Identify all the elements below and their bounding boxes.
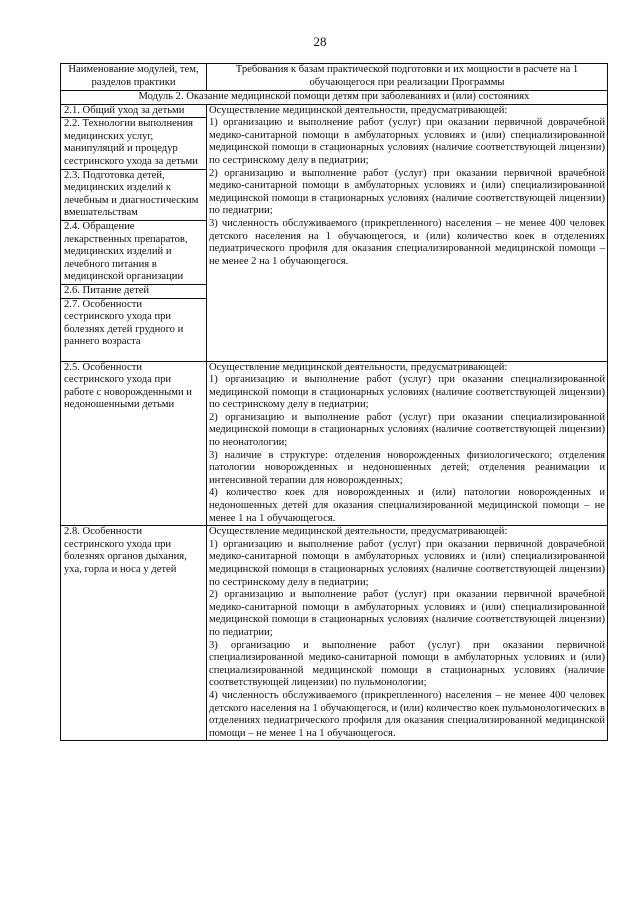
topics-cell (61, 526, 207, 741)
topic-2-5: 2.5. Особенности сестринского ухода при работе с новорожденными и недоношенными детьми (64, 361, 192, 411)
requirement-intro: Осуществление медицинской деятельности, предусматривающей: (209, 361, 508, 373)
topics-cell (61, 104, 207, 361)
header-modules: Наименование модулей, тем, разделов практики (61, 64, 207, 91)
topic-2-7: 2.7. Особенности сестринского ухода при болезнях детей грудного и раннего возраста (64, 298, 184, 348)
topic-2-1: 2.1. Общий уход за детьми (61, 105, 206, 119)
topic-2-8: 2.8. Особенности сестринского ухода при болезнях органов дыхания, уха, горла и носа у детей (64, 526, 187, 575)
requirement-item: 2) организацию и выполнение работ (услуг) при оказании первичной врачебной медико-санитарной помощи в амбулаторных условиях и (или) специализированной медицинской помощи в стационарных условиях (наличие соответствующей лицензии) по педиатрии; (209, 589, 605, 638)
requirements-table (60, 63, 608, 741)
requirements-cell (207, 526, 608, 741)
requirement-item: 1) организацию и выполнение работ (услуг) при оказании первичной доврачебной медико-санитарной помощи в амбулаторных условиях и (или) специализированной медицинской помощи в стационарных условиях (наличие соответствующей лицензии) по сестринскому делу в педиатрии; (209, 538, 605, 588)
requirement-item: 4) количество коек для новорожденных и (или) патологии новорожденных и недоношенных детей для оказания специализированной медицинской помощи – не менее 1 на 1 обучающегося. (209, 487, 605, 524)
requirement-item: 4) численность обслуживаемого (прикрепленного) населения – не менее 400 человек детского населения на 1 обучающегося, и (или) количество коек пульмонологических в отделениях педиатрического профиля для оказания специализированной медицинской помощи – не менее 1 на 1 обучающегося. (209, 689, 605, 739)
requirement-item: 3) численность обслуживаемого (прикрепленного) населения – не менее 400 человек детского населения на 1 обучающегося, и (или) количество коек в отделениях педиатрического профиля для оказания специализированной медицинской помощи – не менее 2 на 1 обучающегося. (209, 217, 605, 267)
table-row (61, 526, 608, 741)
requirement-item: 2) организацию и выполнение работ (услуг) при оказании первичной врачебной медико-санитарной помощи в амбулаторных условиях и (или) специализированной медицинской помощи в стационарных условиях (наличие соответствующей лицензии) по педиатрии; (209, 167, 605, 217)
module-row (61, 91, 608, 105)
requirement-item: 1) организацию и выполнение работ (услуг) при оказании специализированной медицинской помощи в стационарных условиях (наличие соответствующей лицензии) по сестринскому делу в педиатрии; (209, 374, 605, 411)
topic-2-4: 2.4. Обращение лекарственных препаратов, медицинских изделий и лечебного питания в медицинской организации (61, 221, 206, 285)
table-row (61, 361, 608, 526)
requirement-item: 2) организацию и выполнение работ (услуг) при оказании специализированной медицинской помощи в стационарных условиях (наличие соответствующей лицензии) по неонатологии; (209, 411, 605, 449)
topic-2-3: 2.3. Подготовка детей, медицинских изделий к лечебным и диагностическим вмешательствам (61, 170, 206, 221)
header-requirements: Требования к базам практической подготовки и их мощности в расчете на 1 обучающегося при реализации Программы (207, 64, 608, 91)
topics-cell (61, 361, 207, 526)
module-title: Модуль 2. Оказание медицинской помощи детям при заболеваниях и (или) состояниях (61, 91, 608, 105)
table-header-row (61, 64, 608, 91)
table-row (61, 104, 608, 361)
requirement-item: 1) организацию и выполнение работ (услуг) при оказании первичной доврачебной медико-санитарной помощи в амбулаторных условиях и (или) специализированной медицинской помощи в стационарных условиях (наличие соответствующей лицензии) по сестринскому делу в педиатрии; (209, 117, 605, 166)
requirement-item: 3) наличие в структуре: отделения новорожденных физиологического; отделения патологии новорожденных и недоношенных детей; отделения реанимации и интенсивной терапии для новорожденных; (209, 449, 605, 486)
requirement-item: 3) организацию и выполнение работ (услуг) при оказании первичной специализированной медико-санитарной помощи в амбулаторных условиях и (или) специализированной медицинской помощи в стационарных условиях (наличие соответствующей лицензии) по пульмонологии; (209, 639, 605, 689)
requirements-cell (207, 361, 608, 526)
topic-2-2: 2.2. Технологии выполнения медицинских услуг, манипуляций и процедур сестринского ухода за детьми (61, 118, 206, 169)
page-number: 28 (313, 34, 327, 49)
requirements-cell (207, 104, 608, 361)
topic-2-6: 2.6. Питание детей (61, 285, 206, 299)
requirement-intro: Осуществление медицинской деятельности, предусматривающей: (209, 104, 508, 116)
requirement-intro: Осуществление медицинской деятельности, предусматривающей: (209, 526, 508, 538)
